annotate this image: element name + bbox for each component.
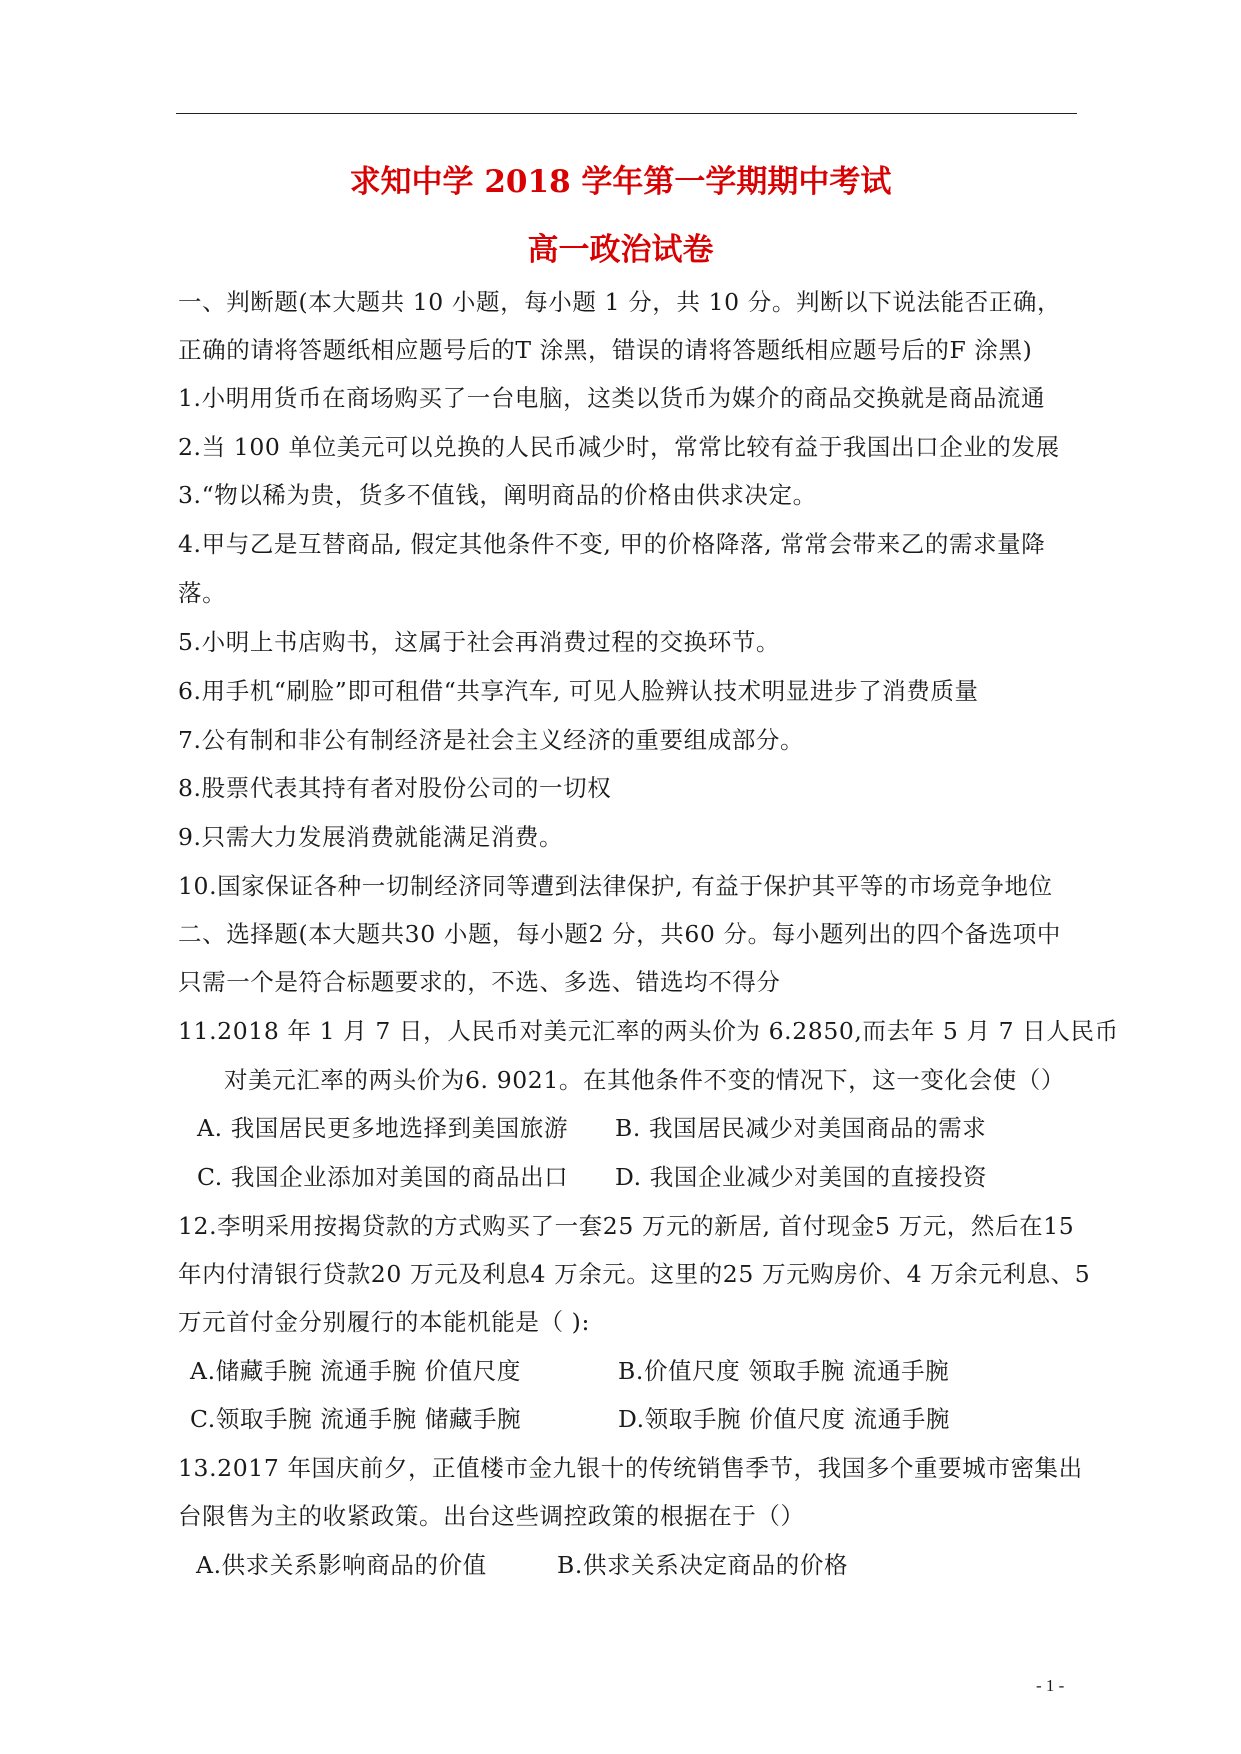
- exam-title: 求知中学 2018 学年第一学期期中考试: [349, 164, 892, 200]
- question-12-stem: 12.李明采用按揭贷款的方式购买了一套25 万元的新居, 首付现金5 万元，然后在15: [178, 1212, 1075, 1240]
- question-13-option-a: A.供求关系影响商品的价值: [196, 1551, 487, 1579]
- question-11-option-a: A. 我国居民更多地选择到美国旅游: [197, 1114, 569, 1142]
- header-rule: [176, 113, 1077, 114]
- judgement-item-7: 7.公有制和非公有制经济是社会主义经济的重要组成部分。: [178, 726, 805, 754]
- judgement-item-8: 8.股票代表其持有者对股份公司的一切权: [178, 774, 612, 802]
- question-13-option-b: B.供求关系决定商品的价格: [557, 1551, 849, 1579]
- question-11-stem-cont: 对美元汇率的两头价为6. 9021。在其他条件不变的情况下，这一变化会使（）: [224, 1066, 1065, 1094]
- section2-heading: 二、选择题(本大题共30 小题，每小题2 分，共60 分。每小题列出的四个备选项中: [178, 920, 1061, 948]
- question-11-stem: 11.2018 年 1 月 7 日，人民币对美元汇率的两头价为 6.2850,而去年 5 月 7 日人民币: [178, 1017, 1119, 1045]
- question-11-option-b: B. 我国居民减少对美国商品的需求: [615, 1114, 987, 1142]
- question-13-stem: 13.2017 年国庆前夕，正值楼市金九银十的传统销售季节，我国多个重要城市密集出: [178, 1454, 1083, 1482]
- question-12-option-c: C.领取手腕 流通手腕 储藏手腕: [190, 1405, 522, 1433]
- question-12-option-d: D.领取手腕 价值尺度 流通手腕: [618, 1405, 951, 1433]
- judgement-item-4: 4.甲与乙是互替商品, 假定其他条件不变, 甲的价格降落, 常常会带来乙的需求量降: [178, 530, 1046, 558]
- question-12-stem-cont1: 年内付清银行贷款20 万元及利息4 万余元。这里的25 万元购房价、4 万余元利息、5: [178, 1260, 1091, 1288]
- question-12-option-b: B.价值尺度 领取手腕 流通手腕: [618, 1357, 950, 1385]
- judgement-item-3: 3.“物以稀为贵，货多不值钱，阐明商品的价格由供求决定。: [178, 481, 817, 509]
- page-number: - 1 -: [1036, 1676, 1065, 1695]
- judgement-item-4-cont: 落。: [178, 579, 227, 607]
- judgement-item-6: 6.用手机“刷脸”即可租借“共享汽车, 可见人脸辨认技术明显进步了消费质量: [178, 677, 979, 705]
- judgement-item-5: 5.小明上书店购书，这属于社会再消费过程的交换环节。: [178, 628, 781, 656]
- question-11-option-c: C. 我国企业添加对美国的商品出口: [197, 1163, 569, 1191]
- question-11-option-d: D. 我国企业减少对美国的直接投资: [615, 1163, 988, 1191]
- exam-subtitle: 高一政治试卷: [527, 232, 714, 268]
- judgement-item-2: 2.当 100 单位美元可以兑换的人民币减少时，常常比较有益于我国出口企业的发展: [178, 433, 1060, 461]
- section1-heading-cont: 正确的请将答题纸相应题号后的T 涂黑，错误的请将答题纸相应题号后的F 涂黑): [178, 336, 1033, 364]
- question-13-stem-cont: 台限售为主的收紧政策。出台这些调控政策的根据在于（）: [178, 1502, 805, 1530]
- section1-heading: 一、判断题(本大题共 10 小题，每小题 1 分，共 10 分。判断以下说法能否正确，: [178, 288, 1062, 316]
- question-12-option-a: A.储藏手腕 流通手腕 价值尺度: [190, 1357, 521, 1385]
- judgement-item-1: 1.小明用货币在商场购买了一台电脑，这类以货币为媒介的商品交换就是商品流通: [178, 384, 1046, 412]
- question-12-stem-cont2: 万元首付金分别履行的本能机能是（ ):: [178, 1308, 590, 1336]
- section2-heading-cont: 只需一个是符合标题要求的，不选、多选、错选均不得分: [178, 968, 781, 996]
- judgement-item-10: 10.国家保证各种一切制经济同等遭到法律保护, 有益于保护其平等的市场竞争地位: [178, 872, 1053, 900]
- judgement-item-9: 9.只需大力发展消费就能满足消费。: [178, 823, 564, 851]
